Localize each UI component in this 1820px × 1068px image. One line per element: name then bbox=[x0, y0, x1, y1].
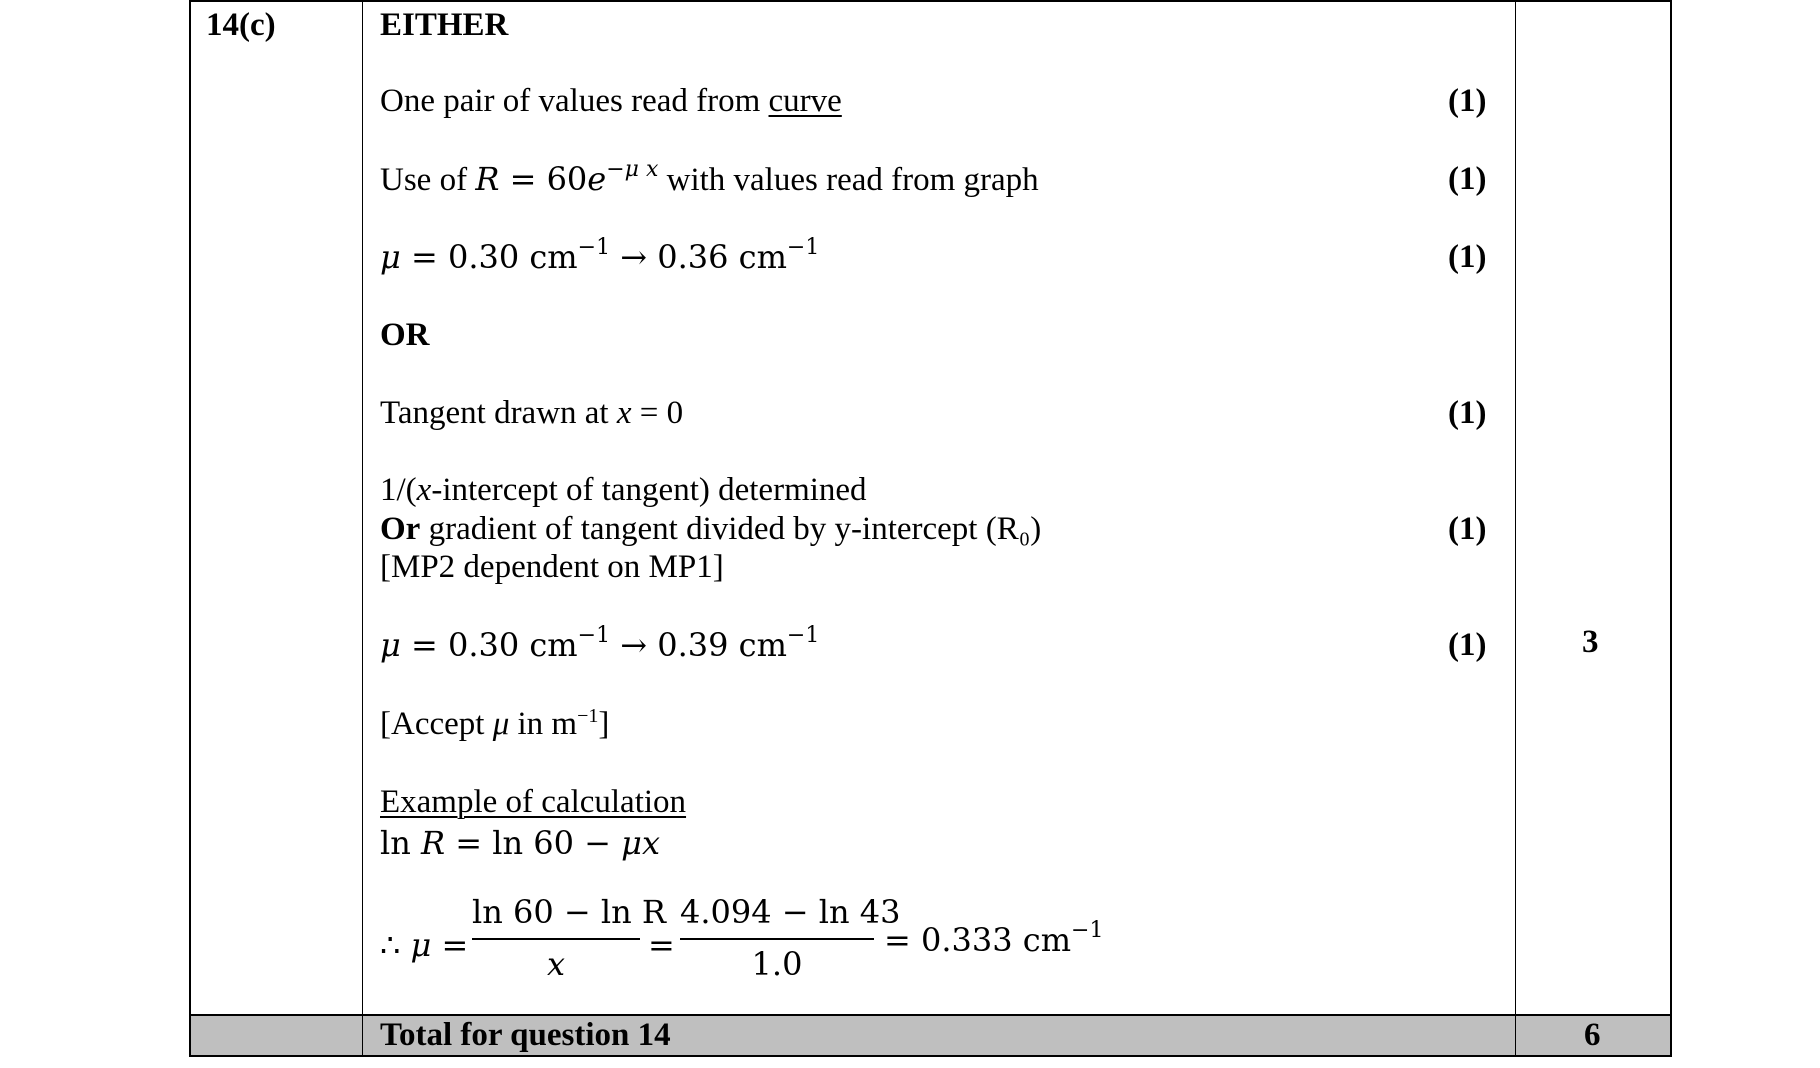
mark: (1) bbox=[1448, 239, 1487, 275]
equals-sign: = bbox=[648, 926, 675, 964]
marking-point-5-line-1: 1/(x-intercept of tangent) determined bbox=[380, 472, 867, 508]
marking-point-4: Tangent drawn at x = 0 bbox=[380, 395, 684, 431]
mark: (1) bbox=[1448, 511, 1487, 547]
example-heading: Example of calculation bbox=[380, 784, 687, 820]
marking-point-3: μ = 0.30 $cm^{-1} \to 0.36$ $cm^{-1}$ bbox=[380, 235, 820, 276]
example-equation: ln R = ln 60 − μx bbox=[380, 824, 660, 862]
column-divider bbox=[1515, 0, 1516, 1014]
fraction-2-denominator: 1.0 bbox=[751, 945, 803, 983]
marking-point-2: Use of $R = 60e^{-\mu x}$ with values read from graph bbox=[380, 157, 1039, 198]
fraction-bar bbox=[680, 938, 874, 940]
marking-point-5-line-3: [MP2 dependent on MP1] bbox=[380, 549, 724, 585]
or-heading: OR bbox=[380, 317, 430, 353]
fraction-1-numerator: ln 60 − ln R bbox=[472, 893, 666, 931]
total-label: Total for question 14 bbox=[380, 1017, 671, 1053]
mark: (1) bbox=[1448, 83, 1487, 119]
mark: (1) bbox=[1448, 627, 1487, 663]
question-number: 14(c) bbox=[206, 7, 276, 43]
fraction-2-numerator: 4.094 − ln 43 bbox=[680, 893, 901, 931]
accept-note: [Accept μ in $m^{-1}$] bbox=[380, 705, 610, 742]
total-marks: 6 bbox=[1584, 1017, 1601, 1053]
either-heading: EITHER bbox=[380, 7, 509, 43]
fraction-bar bbox=[472, 938, 640, 940]
marking-point-1: One pair of values read from curve bbox=[380, 83, 842, 119]
marking-point-6: μ = 0.30 $cm^{-1} \to 0.39$ $cm^{-1}$ bbox=[380, 623, 820, 664]
mark: (1) bbox=[1448, 161, 1487, 197]
column-divider bbox=[1515, 1014, 1516, 1057]
mark: (1) bbox=[1448, 395, 1487, 431]
column-divider bbox=[362, 0, 363, 1014]
subtotal-marks: 3 bbox=[1582, 624, 1599, 660]
column-divider bbox=[362, 1014, 363, 1057]
calculation-result: = 0.333 $cm^{-1}$ bbox=[884, 918, 1104, 959]
fraction-1-denominator: x bbox=[546, 945, 566, 983]
marking-point-5-line-2: Or gradient of tangent divided by y-intercept (R₀) bbox=[380, 511, 1042, 547]
therefore-mu: ∴ μ = bbox=[380, 926, 469, 964]
